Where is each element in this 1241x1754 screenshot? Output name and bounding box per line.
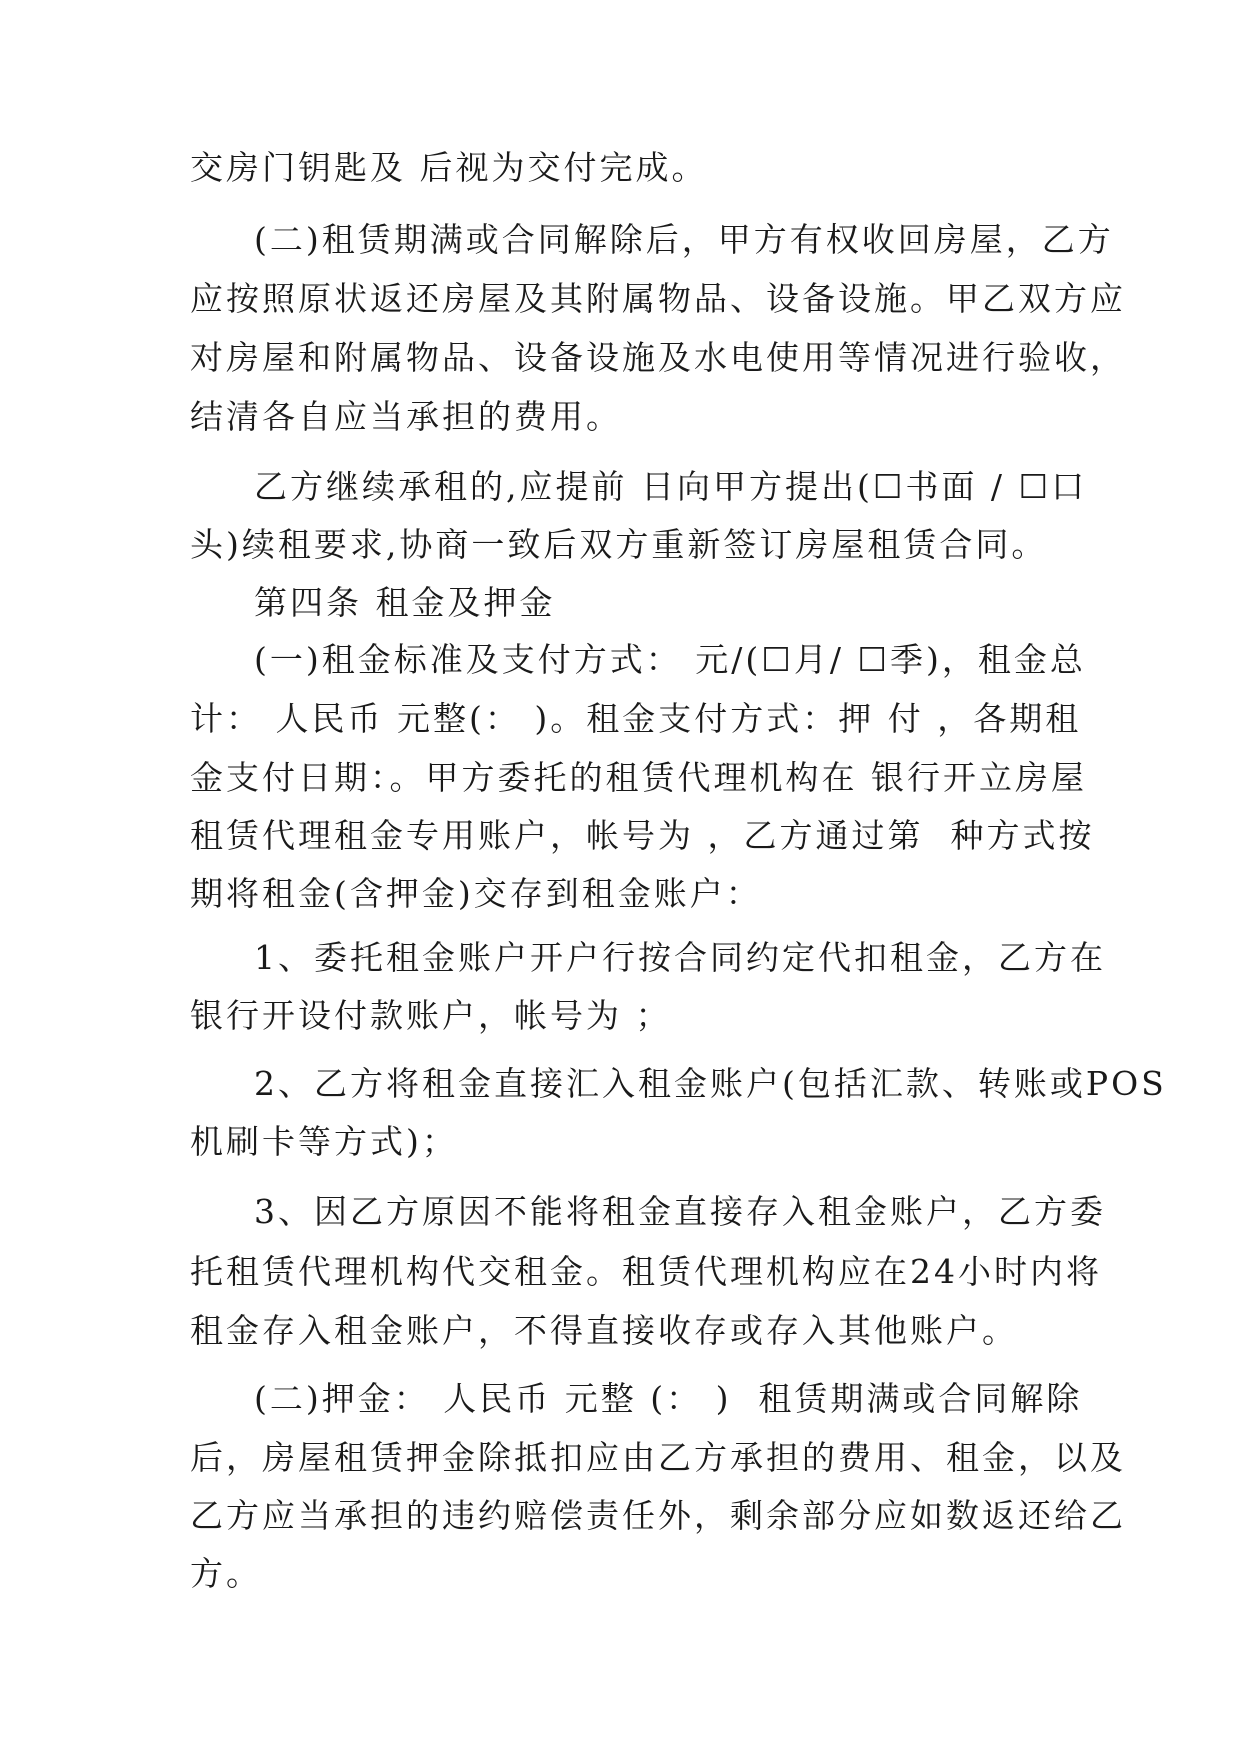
text-line: (二)租赁期满或合同解除后，甲方有权收回房屋，乙方 <box>254 220 1114 259</box>
text-line: 1、委托租金账户开户行按合同约定代扣租金，乙方在 <box>254 938 1106 977</box>
text-line: 机刷卡等方式)； <box>190 1122 458 1161</box>
text-line: 托租赁代理机构代交租金。租赁代理机构应在24小时内将 <box>190 1252 1102 1291</box>
text-line: 金支付日期：。甲方委托的租赁代理机构在 银行开立房屋 <box>190 758 1087 797</box>
text-line: 头)续租要求,协商一致后双方重新签订房屋租赁合同。 <box>190 525 1048 564</box>
text-line: 乙方应当承担的违约赔偿责任外，剩余部分应如数返还给乙 <box>190 1496 1126 1535</box>
text-line: 2、乙方将租金直接汇入租金账户(包括汇款、转账或POS <box>254 1064 1167 1103</box>
text-line: 乙方继续承租的,应提前 日向甲方提出(☐书面 / ☐口 <box>254 467 1088 506</box>
text-line: 结清各自应当承担的费用。 <box>190 397 622 436</box>
text-line: 计： 人民币 元整(： )。租金支付方式：押 付 ，各期租 <box>190 699 1082 738</box>
text-line: 3、因乙方原因不能将租金直接存入租金账户，乙方委 <box>254 1192 1106 1231</box>
text-line: 后，房屋租赁押金除抵扣应由乙方承担的费用、租金，以及 <box>190 1438 1126 1477</box>
text-line: 银行开设付款账户，帐号为 ； <box>190 996 672 1035</box>
text-line: 应按照原状返还房屋及其附属物品、设备设施。甲乙双方应 <box>190 279 1126 318</box>
text-line: 对房屋和附属物品、设备设施及水电使用等情况进行验收， <box>190 338 1126 377</box>
text-line: 租赁代理租金专用账户，帐号为 ，乙方通过第 种方式按 <box>190 816 1095 855</box>
text-line: 方。 <box>190 1554 262 1593</box>
text-line: 租金存入租金账户，不得直接收存或存入其他账户。 <box>190 1311 1018 1350</box>
text-line: (一)租金标准及支付方式： 元/(☐月/ ☐季)，租金总 <box>254 640 1086 679</box>
text-line: (二)押金： 人民币 元整 (： ) 租赁期满或合同解除 <box>254 1379 1083 1418</box>
section-heading: 第四条 租金及押金 <box>254 583 556 622</box>
text-line: 期将租金(含押金)交存到租金账户： <box>190 874 762 913</box>
text-line: 交房门钥匙及 后视为交付完成。 <box>190 148 708 187</box>
